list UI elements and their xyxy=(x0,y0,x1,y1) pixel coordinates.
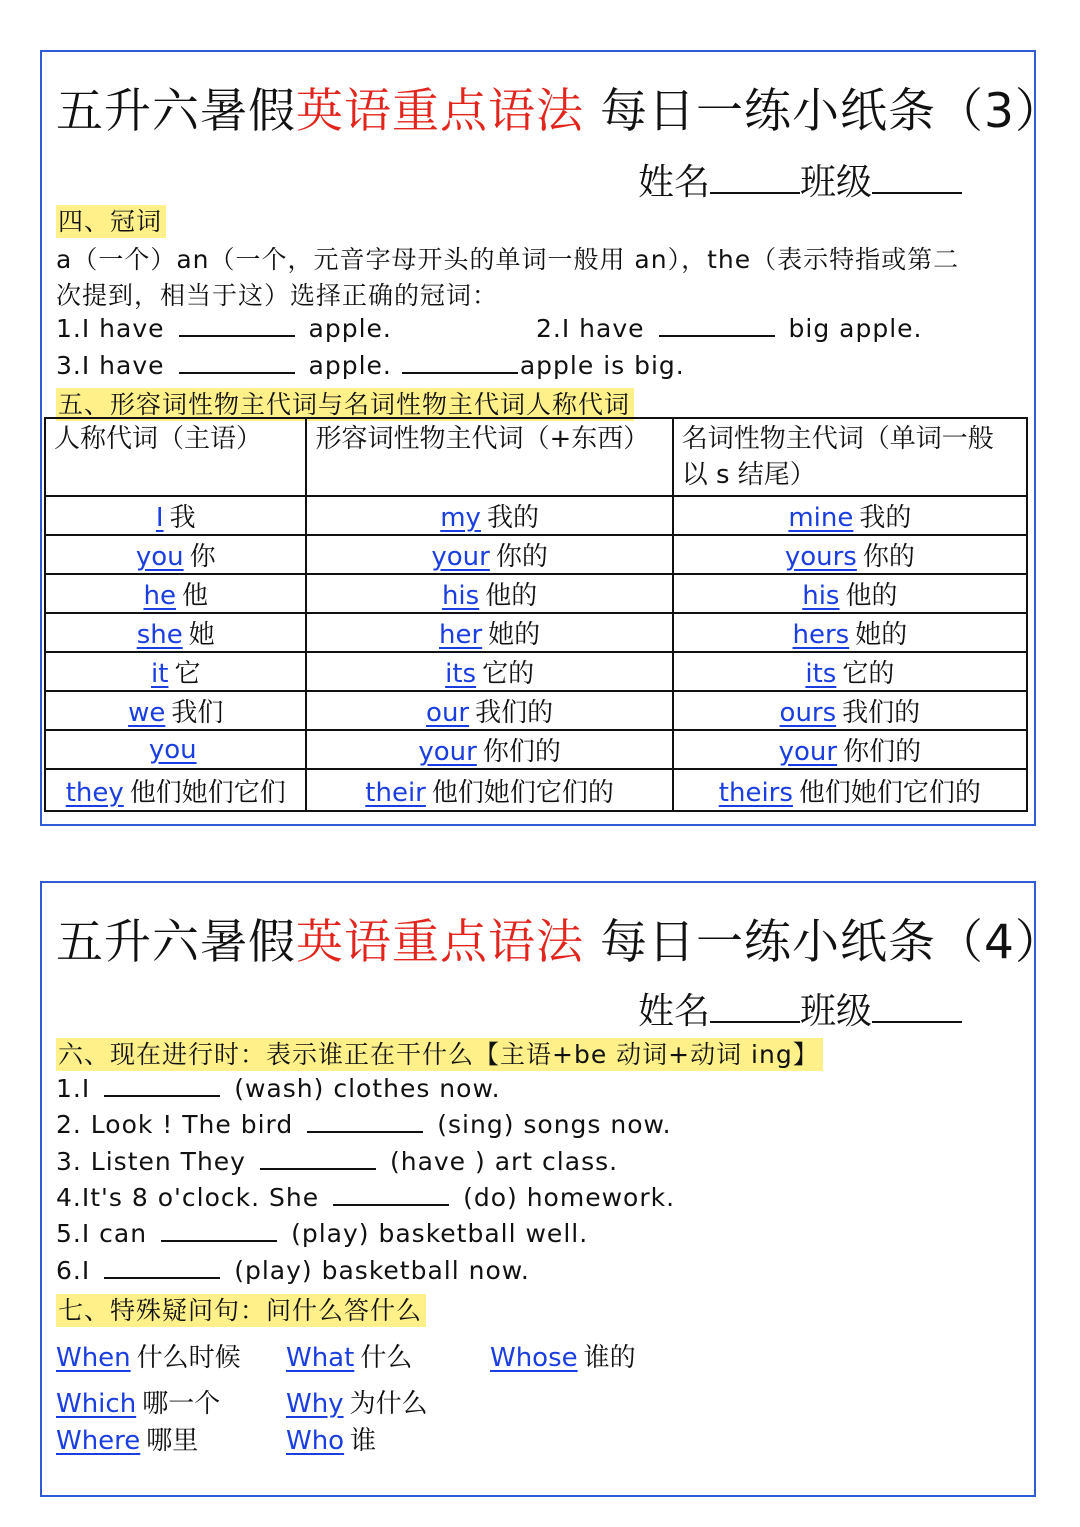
answer-blank[interactable] xyxy=(333,1182,449,1206)
answer-word: my xyxy=(440,503,481,533)
pronoun-table xyxy=(44,417,1028,812)
answer-word: his xyxy=(441,581,480,611)
exercise-2: 2. Look ! The bird (sing) songs now. xyxy=(56,1110,672,1139)
exercise-6: 6.I (play) basketball now. xyxy=(56,1256,530,1285)
name-class-line xyxy=(638,983,962,1034)
table-header: 人称代词（主语） xyxy=(45,418,306,496)
answer-word: it xyxy=(151,659,169,689)
answer-word: he xyxy=(143,581,176,611)
answer-word: you xyxy=(148,734,197,765)
card-title: 五升六暑假英语重点语法 每日一练小纸条（3） xyxy=(56,84,1063,139)
exercise-4: 4.It's 8 o'clock. She (do) homework. xyxy=(56,1183,676,1212)
section-heading: 五、形容词性物主代词与名词性物主代词人称代词 xyxy=(56,385,634,421)
table-row: you 你 your 你的 yours 你的 xyxy=(45,535,1027,574)
name-class-line xyxy=(638,154,962,205)
answer-word: yours xyxy=(784,542,857,572)
table-row: it 它 its 它的 its 它的 xyxy=(45,652,1027,691)
name-label: 姓名 xyxy=(638,162,711,203)
answer-word: her xyxy=(439,620,483,650)
class-blank[interactable] xyxy=(872,991,962,1023)
answer-word: your xyxy=(431,542,490,572)
table-header: 形容词性物主代词（+东西） xyxy=(306,418,672,496)
answer-word: your xyxy=(418,737,477,767)
article-description: a（一个）an（一个，元音字母开头的单词一般用 an），the（表示特指或第二 xyxy=(56,245,960,274)
table-header: 名词性物主代词（单词一般以 s 结尾） xyxy=(673,418,1027,496)
question-word: Whose 谁的 xyxy=(490,1343,636,1373)
table-row: I 我 my 我的 mine 我的 xyxy=(45,496,1027,535)
table-header-row xyxy=(45,418,1027,496)
answer-blank[interactable] xyxy=(179,313,295,337)
answer-blank[interactable] xyxy=(179,350,295,374)
question-word: When 什么时候 xyxy=(56,1343,241,1373)
answer-word: she xyxy=(136,620,183,650)
question-word: Where 哪里 xyxy=(56,1426,199,1456)
question-word: Which 哪一个 xyxy=(56,1389,221,1419)
table-row: we 我们 our 我们的 ours 我们的 xyxy=(45,691,1027,730)
name-blank[interactable] xyxy=(710,162,800,194)
answer-word: they xyxy=(65,777,124,808)
exercise-1: 1.I (wash) clothes now. xyxy=(56,1074,501,1103)
article-description: 次提到，相当于这）选择正确的冠词： xyxy=(56,281,499,310)
answer-word: its xyxy=(445,659,477,689)
class-label: 班级 xyxy=(800,991,873,1032)
exercise-3: 3.I have apple. apple is big. xyxy=(56,351,685,380)
answer-word: ours xyxy=(779,698,837,728)
answer-word: his xyxy=(802,581,840,611)
exercise-3: 3. Listen They (have ) art class. xyxy=(56,1147,619,1176)
table-row: he 他 his 他的 his 他的 xyxy=(45,574,1027,613)
answer-word: I xyxy=(155,503,164,533)
worksheet-card-4 xyxy=(40,881,1063,1497)
name-blank[interactable] xyxy=(710,991,800,1023)
answer-word: theirs xyxy=(718,777,793,808)
answer-word: we xyxy=(128,698,166,728)
section-heading: 四、冠词 xyxy=(56,202,166,238)
question-word: Why 为什么 xyxy=(286,1389,428,1419)
answer-word: mine xyxy=(788,503,854,533)
table-row: you your 你们的 your 你们的 xyxy=(45,730,1027,769)
exercise-1: 1.I have apple. xyxy=(56,314,392,343)
answer-word: their xyxy=(365,777,426,808)
answer-word: your xyxy=(778,737,838,767)
answer-word: hers xyxy=(792,620,850,650)
card-title: 五升六暑假英语重点语法 每日一练小纸条（4） xyxy=(56,915,1063,970)
answer-blank[interactable] xyxy=(104,1073,220,1097)
answer-blank[interactable] xyxy=(307,1109,423,1133)
answer-blank[interactable] xyxy=(161,1218,277,1242)
answer-blank[interactable] xyxy=(659,313,775,337)
question-word: What 什么 xyxy=(286,1343,413,1373)
question-word: Who 谁 xyxy=(286,1426,377,1456)
section-heading: 七、特殊疑问句：问什么答什么 xyxy=(56,1291,426,1327)
answer-blank[interactable] xyxy=(260,1146,376,1170)
table-row: they 他们她们它们 their 他们她们它们的 theirs 他们她们它们的 xyxy=(45,769,1027,811)
answer-word: its xyxy=(805,659,837,689)
answer-word: you xyxy=(135,542,184,572)
exercise-5: 5.I can (play) basketball well. xyxy=(56,1219,589,1248)
table-row: she 她 her 她的 hers 她的 xyxy=(45,613,1027,652)
name-label: 姓名 xyxy=(638,991,711,1032)
section-heading: 六、现在进行时：表示谁正在干什么【主语+be 动词+动词 ing】 xyxy=(56,1035,823,1071)
worksheet-card-3 xyxy=(40,50,1063,826)
class-blank[interactable] xyxy=(872,162,962,194)
answer-blank[interactable] xyxy=(104,1255,220,1279)
answer-word: our xyxy=(426,698,470,728)
class-label: 班级 xyxy=(800,162,873,203)
answer-blank[interactable] xyxy=(402,350,518,374)
exercise-2: 2.I have big apple. xyxy=(536,314,923,343)
